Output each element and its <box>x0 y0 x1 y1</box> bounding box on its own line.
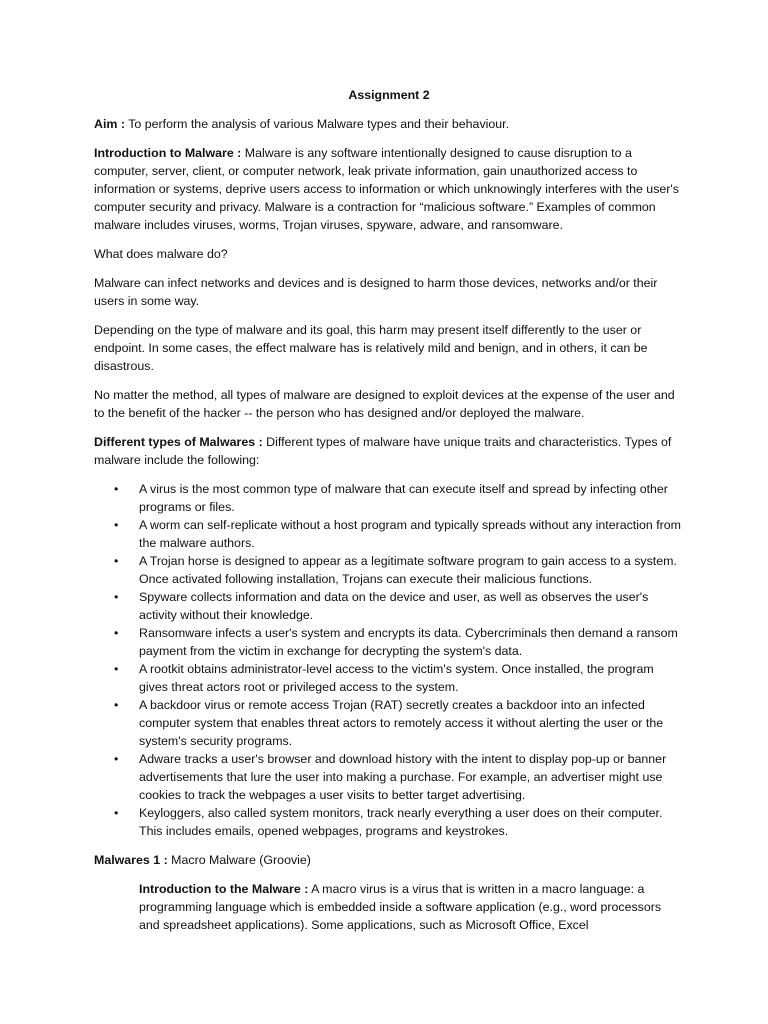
list-item <box>94 624 684 660</box>
bullet-icon: • <box>114 518 119 532</box>
list-item-text: A backdoor virus or remote access Trojan (RAT) secretly creates a backdoor into an infected computer system that enables threat actors to remotely access it without alerting the user or the system's security programs. <box>139 698 664 748</box>
list-item <box>94 480 684 516</box>
list-item-text: Keyloggers, also called system monitors, track nearly everything a user does on their computer. This includes emails, opened webpages, programs and keystrokes. <box>139 806 663 838</box>
paragraph-1: Malware can infect networks and devices and is designed to harm those devices, networks and/or their users in some way. <box>94 276 658 308</box>
malware1-intro-text: A macro virus is a virus that is written in a macro language: a programming language which is embedded inside a software application (e.g., word processors and spreadsheet applications). Some applications, such as Microsoft Office, Excel <box>139 882 662 932</box>
paragraph-2: Depending on the type of malware and its goal, this harm may present itself differently to the user or endpoint. In some cases, the effect malware has is relatively mild and benign, and in others, it can be disastrous. <box>94 323 648 373</box>
types-paragraph <box>94 433 684 469</box>
list-item <box>94 588 684 624</box>
document-page <box>94 86 684 945</box>
list-item-text: A rootkit obtains administrator-level access to the victim's system. Once installed, the program gives threat actors root or privileged access to the system. <box>139 662 654 694</box>
bullet-icon: • <box>114 806 119 820</box>
list-item <box>94 552 684 588</box>
bullet-icon: • <box>114 482 119 496</box>
types-label: Different types of Malwares : <box>94 435 263 449</box>
bullet-icon: • <box>114 752 119 766</box>
list-item-text: A worm can self-replicate without a host program and typically spreads without any interaction from the malware authors. <box>139 518 681 550</box>
list-item-text: A Trojan horse is designed to appear as a legitimate software program to gain access to a system. Once activated following installation, Trojans can execute their malicious functions. <box>139 554 677 586</box>
malware1-name: Macro Malware (Groovie) <box>171 853 311 867</box>
types-text: Different types of malware have unique traits and characteristics. Types of malware include the following: <box>94 435 672 467</box>
list-item-text: Spyware collects information and data on the device and user, as well as observes the user's activity without their knowledge. <box>139 590 649 622</box>
list-item-text: A virus is the most common type of malware that can execute itself and spread by infecting other programs or files. <box>139 482 668 514</box>
bullet-icon: • <box>114 698 119 712</box>
aim-label: Aim : <box>94 117 125 131</box>
malware1-intro-paragraph <box>94 880 684 934</box>
list-item-text: Ransomware infects a user's system and encrypts its data. Cybercriminals then demand a ransom payment from the victim in exchange for decrypting the system's data. <box>139 626 678 658</box>
paragraph-3: No matter the method, all types of malware are designed to exploit devices at the expense of the user and to the benefit of the hacker -- the person who has designed and/or deployed the malware. <box>94 388 675 420</box>
aim-paragraph <box>94 115 684 133</box>
document-title: Assignment 2 <box>348 88 430 102</box>
list-item <box>94 750 684 804</box>
malware-types-list <box>94 480 684 840</box>
intro-text: Malware is any software intentionally designed to cause disruption to a computer, server, client, or computer network, leak private information, gain unauthorized access to information or systems, deprive users access to information or which unknowingly interferes with the user's computer security and privacy. Malware is a contraction for “malicious software.” Examples of common malware includes viruses, worms, Trojan viruses, spyware, adware, and ransomware. <box>94 146 679 232</box>
list-item <box>94 660 684 696</box>
intro-label: Introduction to Malware : <box>94 146 242 160</box>
malware1-label: Malwares 1 : <box>94 853 168 867</box>
malware1-intro-label: Introduction to the Malware : <box>139 882 309 896</box>
list-item-text: Adware tracks a user's browser and download history with the intent to display pop-up or banner advertisements that lure the user into making a purchase. For example, an advertiser might use cookies to track the webpages a user visits to better target advertising. <box>139 752 667 802</box>
list-item <box>94 516 684 552</box>
bullet-icon: • <box>114 662 119 676</box>
malware1-heading <box>94 851 684 869</box>
intro-paragraph <box>94 144 684 234</box>
bullet-icon: • <box>114 590 119 604</box>
bullet-icon: • <box>114 626 119 640</box>
question-paragraph: What does malware do? <box>94 247 228 261</box>
list-item <box>94 696 684 750</box>
aim-text: To perform the analysis of various Malware types and their behaviour. <box>128 117 510 131</box>
list-item <box>94 804 684 840</box>
bullet-icon: • <box>114 554 119 568</box>
